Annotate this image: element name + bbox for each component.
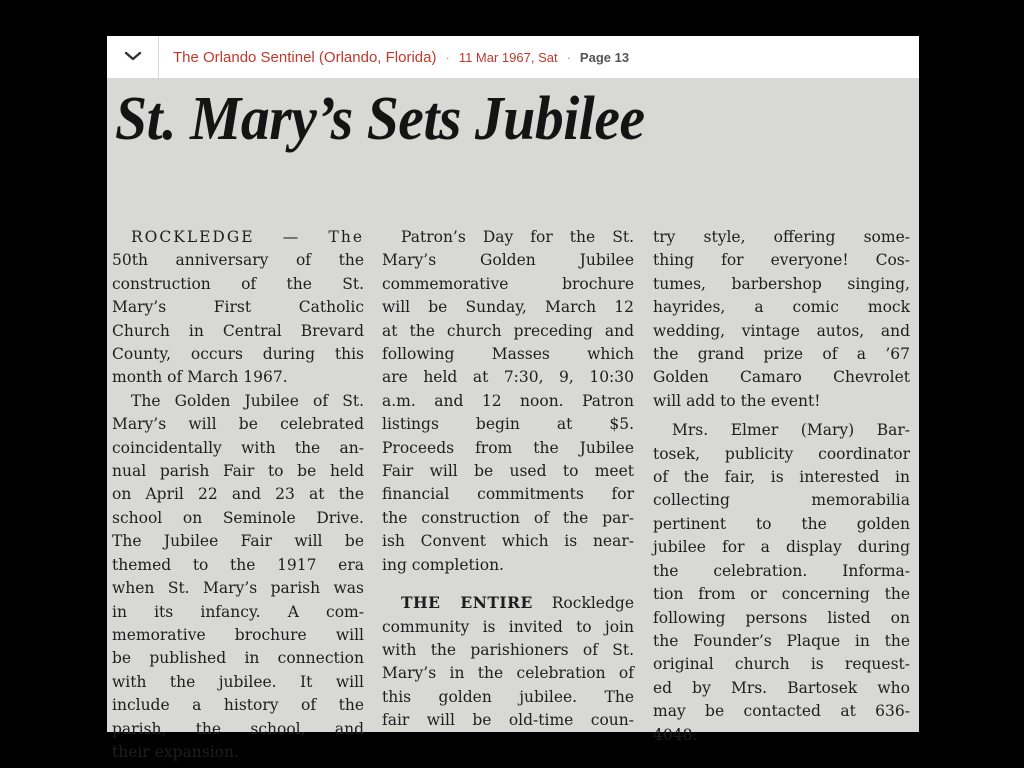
subhead-lead: THE ENTIRE <box>401 593 533 613</box>
collapse-button[interactable] <box>107 36 159 78</box>
text-run: Rockledge <box>551 594 634 613</box>
text-line: Mary’s in the celebration of <box>382 664 634 683</box>
text-line: ed by Mrs. Bartosek who <box>653 678 910 697</box>
text-line: Patron’s Day for the St. <box>401 228 634 246</box>
text-line: school on Seminole Drive. <box>112 508 364 527</box>
text-line: ish Convent which is near- <box>382 532 634 551</box>
text-line: community is invited to join <box>382 617 634 636</box>
text-line: financial commitments for <box>382 485 634 504</box>
viewer-toolbar <box>107 36 919 79</box>
text-line: following persons listed on <box>653 608 910 627</box>
paragraph-gap <box>382 577 634 591</box>
text-line: with the parishioners of St. <box>382 640 634 659</box>
text-line: be published in connection <box>112 649 364 668</box>
page-number: Page 13 <box>579 49 630 65</box>
issue-date: 11 Mar 1967, Sat <box>458 49 558 65</box>
text-line: commemorative brochure <box>382 274 634 293</box>
text-line: include a history of the <box>112 696 364 715</box>
text-line: this golden jubilee. The <box>382 687 634 706</box>
text-line: the Founder’s Plaque in the <box>653 631 910 650</box>
text-line: listings begin at $5. <box>382 415 634 434</box>
text-line: County, occurs during this <box>112 345 364 364</box>
newspaper-viewer <box>107 36 919 761</box>
text-line: the grand prize of a ’67 <box>653 345 910 364</box>
separator-dot: · <box>445 49 450 65</box>
text-line: try style, offering some- <box>653 228 910 246</box>
chevron-down-icon <box>124 48 142 66</box>
article-column-1 <box>112 226 364 764</box>
text-line: the construction of the par- <box>382 508 634 527</box>
text-line: The Jubilee Fair will be <box>112 532 364 551</box>
text-line: original church is request- <box>653 655 910 674</box>
text-line: themed to the 1917 era <box>112 555 364 574</box>
separator-dot: · <box>566 49 571 65</box>
text-line: wedding, vintage autos, and <box>653 321 910 340</box>
text-line <box>382 591 634 615</box>
text-line: Golden Camaro Chevrolet <box>653 368 910 387</box>
text-line: thing for everyone! Cos- <box>653 251 910 270</box>
text-line: tumes, barbershop singing, <box>653 274 910 293</box>
text-line: will be Sunday, March 12 <box>382 298 634 317</box>
article-column-3 <box>653 226 910 747</box>
newspaper-clipping <box>107 78 919 761</box>
text-line: Mary’s Golden Jubilee <box>382 251 634 270</box>
text-line: ROCKLEDGE — The <box>131 228 364 246</box>
text-line: month of March 1967. <box>112 368 288 387</box>
text-line: The Golden Jubilee of St. <box>131 391 364 410</box>
text-line: at the church preceding and <box>382 321 634 340</box>
text-line: are held at 7:30, 9, 10:30 <box>382 368 634 387</box>
text-line: collecting memorabilia <box>653 491 910 510</box>
publication-link[interactable]: The Orlando Sentinel (Orlando, Florida) <box>173 48 437 66</box>
article-column-2 <box>382 226 634 733</box>
text-line: when St. Mary’s parish was <box>112 579 364 598</box>
text-line: a.m. and 12 noon. Patron <box>382 391 634 410</box>
text-line: in its infancy. A com- <box>112 602 364 621</box>
text-line: coincidentally with the an- <box>112 438 364 457</box>
article-headline: St. Mary’s Sets Jubilee <box>115 85 645 153</box>
text-line: jubilee for a display during <box>653 538 910 557</box>
text-line: following Masses which <box>382 345 634 364</box>
text-line: construction of the St. <box>112 274 364 293</box>
text-line: nual parish Fair to be held <box>112 462 364 481</box>
text-line: hayrides, a comic mock <box>653 298 910 317</box>
text-line: Proceeds from the Jubilee <box>382 438 634 457</box>
text-line: with the jubilee. It will <box>112 672 364 691</box>
text-line: Mrs. Elmer (Mary) Bar- <box>672 421 910 440</box>
text-line: Fair will be used to meet <box>382 462 634 481</box>
text-line: the celebration. Informa- <box>653 561 910 580</box>
text-line: tosek, publicity coordinator <box>653 444 910 463</box>
text-line: tion from or concerning the <box>653 585 910 604</box>
text-line: 4048. <box>653 725 698 744</box>
text-line: 50th anniversary of the <box>112 251 364 270</box>
text-line: may be contacted at 636- <box>653 702 910 721</box>
text-line: ing completion. <box>382 555 504 574</box>
text-line: pertinent to the golden <box>653 514 910 533</box>
text-line: Mary’s will be celebrated <box>112 415 364 434</box>
text-line: their expansion. <box>112 742 239 761</box>
text-line: memorative brochure will <box>112 625 364 644</box>
text-line: Mary’s First Catholic <box>112 298 364 317</box>
text-line: will add to the event! <box>653 391 821 410</box>
text-line: fair will be old-time coun- <box>382 711 634 730</box>
text-line: parish, the school, and <box>112 719 364 738</box>
text-line: on April 22 and 23 at the <box>112 485 364 504</box>
text-line: Church in Central Brevard <box>112 321 364 340</box>
text-line: of the fair, is interested in <box>653 468 910 487</box>
